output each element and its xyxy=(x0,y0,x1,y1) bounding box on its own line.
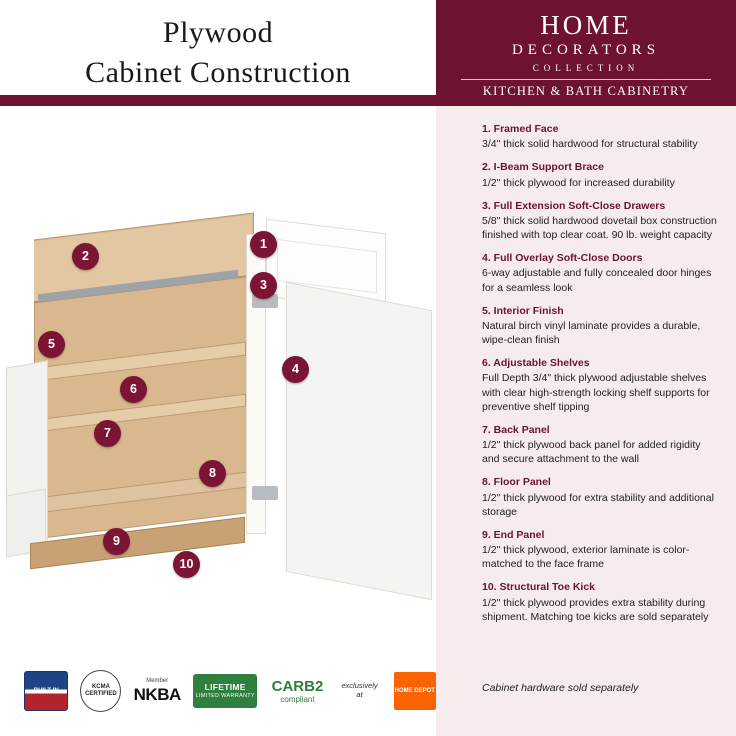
spec-heading-1: 1. Framed Face xyxy=(482,123,559,135)
nkba-logo-text: NKBA xyxy=(133,684,181,704)
spec-item-3 xyxy=(482,199,718,243)
cabinet-illustration xyxy=(0,106,436,646)
door-hinge-bottom-icon xyxy=(252,486,278,500)
callout-marker-4: 4 xyxy=(282,356,309,383)
built-in-usa-badge xyxy=(24,671,68,711)
spec-body-4: 6-way adjustable and fully concealed door hinges for a seamless look xyxy=(482,267,712,294)
brand-tagline: KITCHEN & BATH CABINETRY xyxy=(482,84,690,99)
lifetime-warranty-badge xyxy=(193,674,257,708)
kcma-certified-badge xyxy=(80,670,121,712)
spec-heading-9: 9. End Panel xyxy=(482,528,545,541)
spec-item-7 xyxy=(482,423,718,467)
brand-header xyxy=(436,0,736,106)
spec-body-5: Natural birch vinyl laminate provides a durable, wipe-clean finish xyxy=(482,319,701,347)
cabinet-door xyxy=(286,282,432,600)
spec-item-2 xyxy=(482,160,718,189)
nkba-member-label: Member xyxy=(146,677,169,684)
callout-marker-1: 1 xyxy=(250,231,277,258)
certification-bar xyxy=(0,646,436,736)
brand-collection-text: COLLECTION xyxy=(532,62,640,73)
carb2-compliant-label: compliant xyxy=(280,695,315,705)
spec-body-6: Full Depth 3/4" thick plywood adjustable shelves with clear high-strength locking shelf supports for preventive shelf tipping xyxy=(482,372,710,413)
exclusively-at-text: exclusively at xyxy=(341,681,378,699)
hardware-footnote: Cabinet hardware sold separately xyxy=(482,682,639,694)
callout-marker-3: 3 xyxy=(250,272,277,299)
page-title-line1: Plywood xyxy=(162,16,274,49)
spec-heading-7: 7. Back Panel xyxy=(482,423,550,436)
brand-decorators-text: DECORATORS xyxy=(511,42,661,58)
page-title-line2: Cabinet Construction xyxy=(85,56,351,89)
nkba-member-badge xyxy=(133,678,181,704)
spec-item-1 xyxy=(482,122,718,151)
home-depot-logo xyxy=(394,672,436,710)
spec-heading-3: 3. Full Extension Soft-Close Drawers xyxy=(482,199,666,212)
spec-heading-6: 6. Adjustable Shelves xyxy=(482,357,590,370)
spec-body-10: 1/2" thick plywood provides extra stability during shipment. Matching toe kicks are sold separately xyxy=(482,596,709,623)
warranty-lifetime-label: LIFETIME xyxy=(204,681,246,692)
warranty-limited-label: LIMITED WARRANTY xyxy=(195,692,255,699)
spec-body-2: 1/2" thick plywood for increased durability xyxy=(482,176,675,189)
built-in-usa-label: BUILT IN xyxy=(33,687,59,694)
spec-item-8 xyxy=(482,475,718,519)
spec-item-5 xyxy=(482,304,718,348)
spec-item-6 xyxy=(482,356,718,414)
callout-marker-10: 10 xyxy=(173,551,200,578)
carb2-label: CARB2 xyxy=(271,677,324,695)
carb2-compliant-badge xyxy=(269,678,325,704)
specifications-panel xyxy=(436,106,736,736)
title-block xyxy=(0,0,436,110)
spec-heading-2: 2. I-Beam Support Brace xyxy=(482,161,604,174)
callout-marker-8: 8 xyxy=(199,460,226,487)
spec-item-4 xyxy=(482,251,718,295)
home-depot-label: HOME DEPOT xyxy=(394,687,435,694)
spec-body-8: 1/2" thick plywood for extra stability and additional storage xyxy=(482,491,714,518)
spec-body-9: 1/2" thick plywood, exterior laminate is color-matched to the face frame xyxy=(482,544,690,571)
callout-marker-5: 5 xyxy=(38,331,65,358)
spec-body-1: 3/4" thick solid hardwood for structural stability xyxy=(482,138,698,151)
brand-separator xyxy=(461,79,711,80)
spec-body-3: 5/8" thick solid hardwood dovetail box construction finished with top clear coat. 90 lb. weight capacity xyxy=(482,214,717,242)
spec-heading-5: 5. Interior Finish xyxy=(482,304,564,317)
spec-item-10 xyxy=(482,580,718,624)
callout-marker-6: 6 xyxy=(120,376,147,403)
title-divider-rule xyxy=(0,95,436,106)
spec-body-7: 1/2" thick plywood back panel for added rigidity and secure attachment to the wall xyxy=(482,439,701,466)
callout-marker-9: 9 xyxy=(103,528,130,555)
kcma-label: KCMA xyxy=(91,684,110,691)
kcma-certified-label: CERTIFIED xyxy=(85,691,117,697)
brand-home-text: HOME xyxy=(540,10,632,40)
spec-heading-10: 10. Structural Toe Kick xyxy=(482,581,596,594)
callout-marker-2: 2 xyxy=(72,243,99,270)
spec-heading-4: 4. Full Overlay Soft-Close Doors xyxy=(482,252,643,265)
spec-item-9 xyxy=(482,528,718,572)
spec-heading-8: 8. Floor Panel xyxy=(482,476,551,489)
callout-marker-7: 7 xyxy=(94,420,121,447)
